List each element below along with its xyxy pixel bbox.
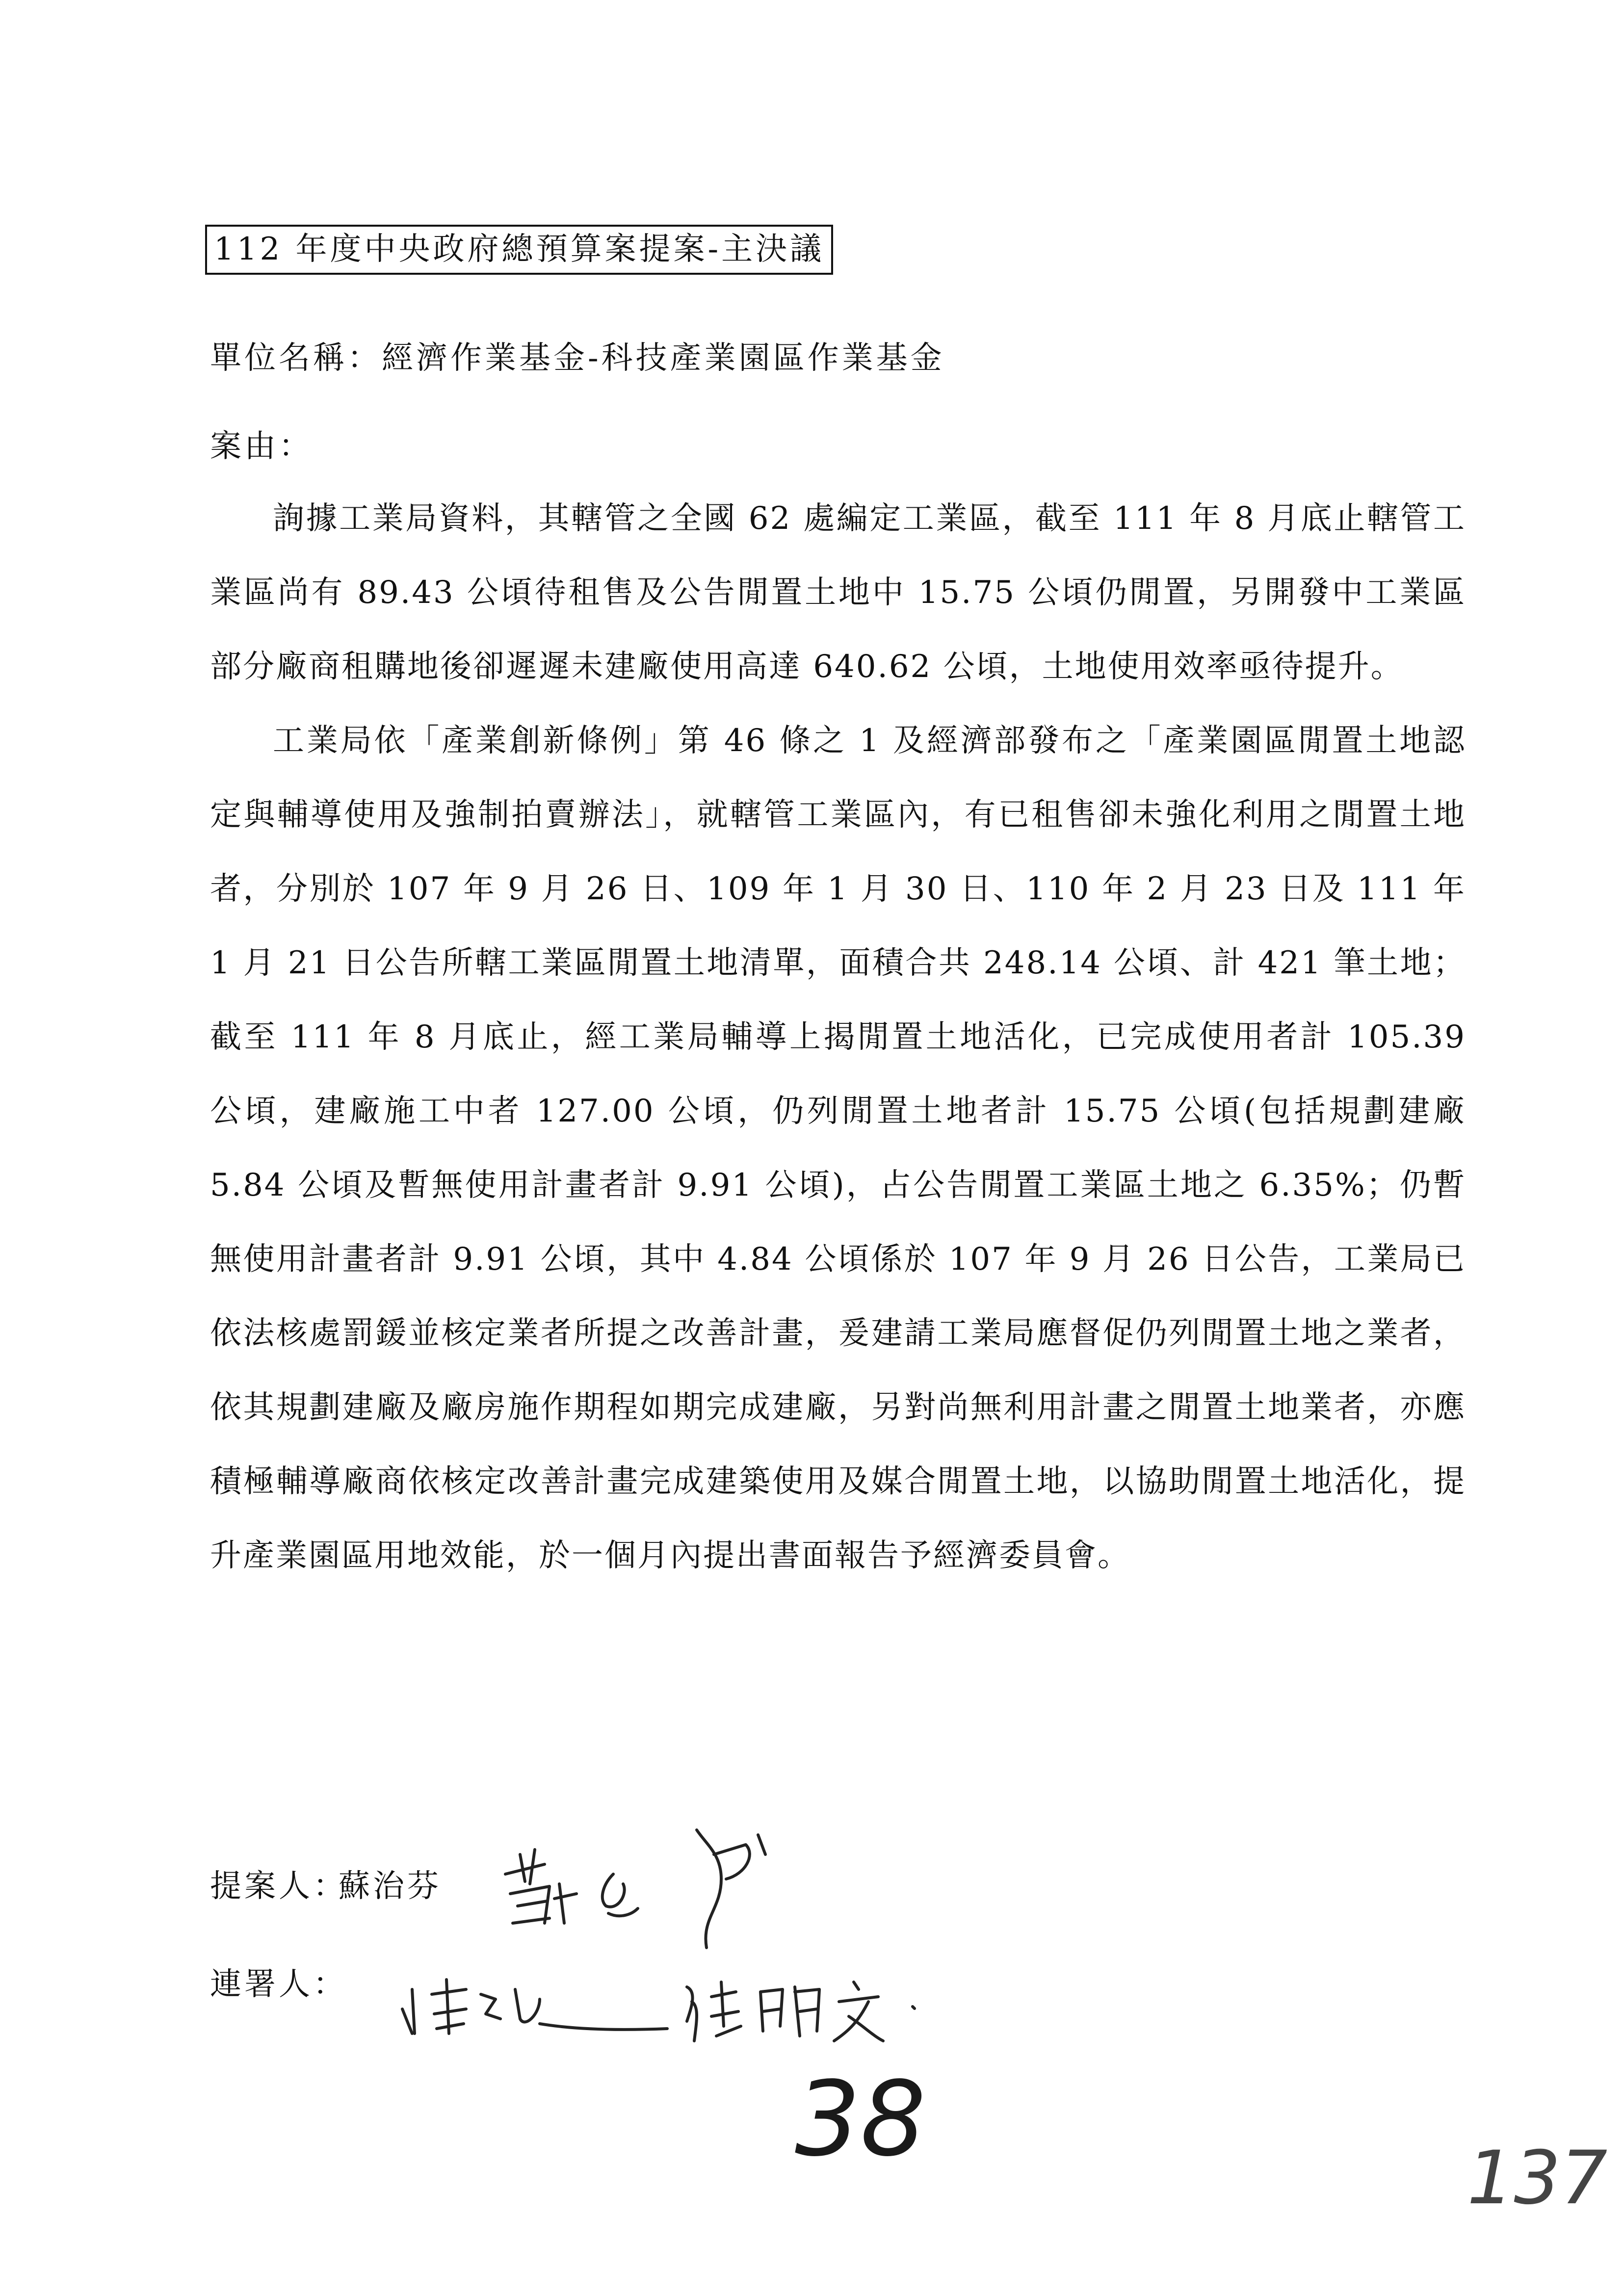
- unit-name: 單位名稱：經濟作業基金-科技產業園區作業基金: [210, 340, 945, 376]
- page-number: 137: [1467, 2136, 1608, 2221]
- cosigner-signature-2: [677, 1967, 952, 2056]
- cosigner-signature-1: [393, 1960, 687, 2048]
- reason-body: [210, 482, 1466, 1593]
- reason-label: 案由：: [210, 428, 313, 465]
- handwritten-number: 38: [795, 2059, 926, 2179]
- proposer-label: 提案人：: [210, 1868, 347, 1905]
- proposer-signature: [491, 1800, 795, 1962]
- proposer-name: 蘇治芬: [339, 1868, 442, 1905]
- proposal-title: 112 年度中央政府總預算案提案-主決議: [205, 225, 833, 275]
- cosigner-label: 連署人：: [210, 1966, 347, 2003]
- reason-paragraph-2: 工業局依「產業創新條例」第 46 條之 1 及經濟部發布之「產業園區閒置土地認定與輔導使用及強制拍賣辦法」，就轄管工業區內，有已租售卻未強化利用之閒置土地者，分別於 107 年 9 月 26 日、109 年 1 月 30 日、110 年 2 月 23 日及 111 年 1 月 21 日公告所轄工業區閒置土地清單，面積合共 248.14 公頃、計 421 筆土地；截至 111 年 8 月底止，經工業局輔導上揭閒置土地活化，已完成使用者計 105.39 公頃，建廠施工中者 127.00 公頃，仍列閒置土地者計 15.75 公頃(包括規劃建廠 5.84 公頃及暫無使用計畫者計 9.91 公頃)，占公告閒置工業區土地之 6.35%；仍暫無使用計畫者計 9.91 公頃，其中 4.84 公頃係於 107 年 9 月 26 日公告，工業局已依法核處罰鍰並核定業者所提之改善計畫，爰建請工業局應督促仍列閒置土地之業者，依其規劃建廠及廠房施作期程如期完成建廠，另對尚無利用計畫之閒置土地業者，亦應積極輔導廠商依核定改善計畫完成建築使用及媒合閒置土地，以協助閒置土地活化，提升產業園區用地效能，於一個月內提出書面報告予經濟委員會。: [210, 723, 1466, 1574]
- reason-paragraph-1: 詢據工業局資料，其轄管之全國 62 處編定工業區，截至 111 年 8 月底止轄管工業區尚有 89.43 公頃待租售及公告閒置土地中 15.75 公頃仍閒置，另開發中工業區部分廠商租購地後卻遲遲未建廠使用高達 640.62 公頃，土地使用效率亟待提升。: [210, 500, 1466, 685]
